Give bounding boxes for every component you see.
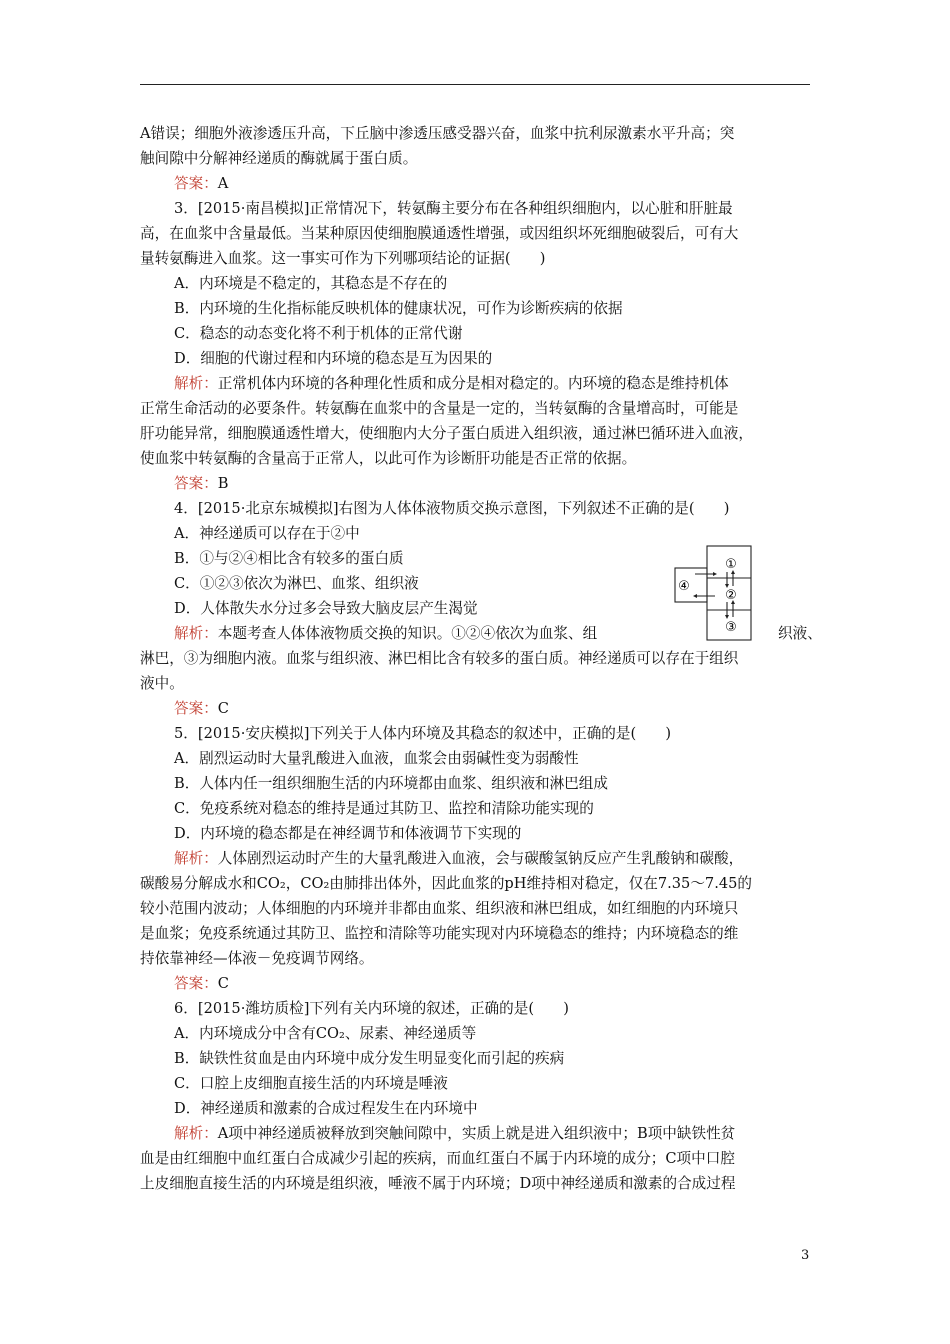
answer-value: B: [217, 475, 229, 492]
text-line: 正常生命活动的必要条件。转氨酶在血浆中的含量是一定的，当转氨酶的含量增高时，可能是: [140, 400, 739, 417]
option-b: B．①与②④相比含有较多的蛋白质: [174, 550, 404, 567]
answer-line: [174, 474, 229, 494]
question-4-stem: 4．[2015·北京东城模拟]右图为人体体液物质交换示意图，下列叙述不正确的是( ): [174, 500, 730, 517]
diagram-label-2: ②: [725, 588, 737, 603]
answer-value: A: [217, 175, 229, 192]
answer-label: 答案：: [174, 700, 218, 717]
answer-label: 答案：: [174, 475, 218, 492]
text-line: A错误；细胞外液渗透压升高，下丘脑中渗透压感受器兴奋，血浆中抗利尿激素水平升高；突: [140, 125, 735, 142]
answer-label: 答案：: [174, 975, 218, 992]
body-fluid-exchange-diagram: [673, 544, 773, 644]
text-line: 淋巴，③为细胞内液。血浆与组织液、淋巴相比含有较多的蛋白质。神经递质可以存在于组织: [140, 650, 739, 667]
text-line: 持依靠神经—体液－免疫调节网络。: [140, 950, 374, 967]
answer-value: C: [217, 700, 229, 717]
text-line: 肝功能异常，细胞膜通透性增大，使细胞内大分子蛋白质进入组织液，通过淋巴循环进入血液，: [140, 425, 753, 442]
option-d: D．神经递质和激素的合成过程发生在内环境中: [174, 1100, 478, 1117]
option-c: C．免疫系统对稳态的维持是通过其防卫、监控和清除功能实现的: [174, 800, 594, 817]
text-line: 触间隙中分解神经递质的酶就属于蛋白质。: [140, 150, 418, 167]
question-5-stem: 5．[2015·安庆模拟]下列关于人体内环境及其稳态的叙述中，正确的是( ): [174, 725, 672, 742]
option-a: A．内环境成分中含有CO₂、尿素、神经递质等: [174, 1025, 477, 1042]
analysis-text: A项中神经递质被释放到突触间隙中，实质上就是进入组织液中；B项中缺铁性贫: [217, 1125, 736, 1142]
header-rule: [140, 84, 810, 85]
analysis-label: 解析：: [174, 850, 218, 867]
text-line: 高，在血浆中含量最低。当某种原因使细胞膜通透性增强，或因组织坏死细胞破裂后，可有大: [140, 225, 739, 242]
analysis-line: [174, 1124, 735, 1144]
text-line: 较小范围内波动；人体细胞的内环境并非都由血浆、组织液和淋巴组成，如红细胞的内环境只: [140, 900, 739, 917]
option-d: D．细胞的代谢过程和内环境的稳态是互为因果的: [174, 350, 493, 367]
option-b: B．缺铁性贫血是由内环境中成分发生明显变化而引起的疾病: [174, 1050, 565, 1067]
text-line: 上皮细胞直接生活的内环境是组织液，唾液不属于内环境；D项中神经递质和激素的合成过程: [140, 1175, 736, 1192]
analysis-label: 解析：: [174, 625, 218, 642]
text-line: 量转氨酶进入血浆。这一事实可作为下列哪项结论的证据( ): [140, 250, 546, 267]
text-line: 是血浆；免疫系统通过其防卫、监控和清除等功能实现对内环境稳态的维持；内环境稳态的维: [140, 925, 739, 942]
text-line: 液中。: [140, 675, 184, 692]
option-c: C．稳态的动态变化将不利于机体的正常代谢: [174, 325, 463, 342]
option-a: A．内环境是不稳定的，其稳态是不存在的: [174, 275, 448, 292]
answer-value: C: [217, 975, 229, 992]
analysis-line: [174, 374, 729, 394]
answer-line: [174, 974, 229, 994]
analysis-line: [174, 624, 597, 644]
option-c: C．口腔上皮细胞直接生活的内环境是唾液: [174, 1075, 448, 1092]
analysis-line: [174, 849, 743, 869]
option-b: B．内环境的生化指标能反映机体的健康状况，可作为诊断疾病的依据: [174, 300, 623, 317]
option-a: A．神经递质可以存在于②中: [174, 525, 360, 542]
text-line: 碳酸易分解成水和CO₂，CO₂由肺排出体外，因此血浆的pH维持相对稳定，仅在7.35～7.45的: [140, 875, 753, 892]
text-line: 血是由红细胞中血红蛋白合成减少引起的疾病，而血红蛋白不属于内环境的成分；C项中口腔: [140, 1150, 735, 1167]
option-d: D．人体散失水分过多会导致大脑皮层产生渴觉: [174, 600, 478, 617]
analysis-text: 人体剧烈运动时产生的大量乳酸进入血液，会与碳酸氢钠反应产生乳酸钠和碳酸，: [217, 850, 744, 867]
text-line: 使血浆中转氨酶的含量高于正常人，以此可作为诊断肝功能是否正常的依据。: [140, 450, 637, 467]
option-c: C．①②③依次为淋巴、血浆、组织液: [174, 575, 419, 592]
analysis-text: 正常机体内环境的各种理化性质和成分是相对稳定的。内环境的稳态是维持机体: [217, 375, 729, 392]
diagram-label-3: ③: [725, 620, 737, 635]
option-b: B．人体内任一组织细胞生活的内环境都由血浆、组织液和淋巴组成: [174, 775, 608, 792]
analysis-label: 解析：: [174, 1125, 218, 1142]
page-number: 3: [801, 1248, 810, 1263]
option-a: A．剧烈运动时大量乳酸进入血液，血浆会由弱碱性变为弱酸性: [174, 750, 579, 767]
analysis-label: 解析：: [174, 375, 218, 392]
question-3-stem: 3．[2015·南昌模拟]正常情况下，转氨酶主要分布在各种组织细胞内，以心脏和肝脏最: [174, 200, 733, 217]
analysis-text-continued: 织液、: [778, 625, 822, 642]
answer-label: 答案：: [174, 175, 218, 192]
answer-line: [174, 699, 229, 719]
answer-line: [174, 174, 228, 194]
diagram-label-1: ①: [725, 557, 737, 572]
option-d: D．内环境的稳态都是在神经调节和体液调节下实现的: [174, 825, 522, 842]
analysis-text: 本题考查人体体液物质交换的知识。①②④依次为血浆、组: [217, 625, 598, 642]
question-6-stem: 6．[2015·潍坊质检]下列有关内环境的叙述，正确的是( ): [174, 1000, 569, 1017]
diagram-label-4: ④: [678, 579, 690, 594]
